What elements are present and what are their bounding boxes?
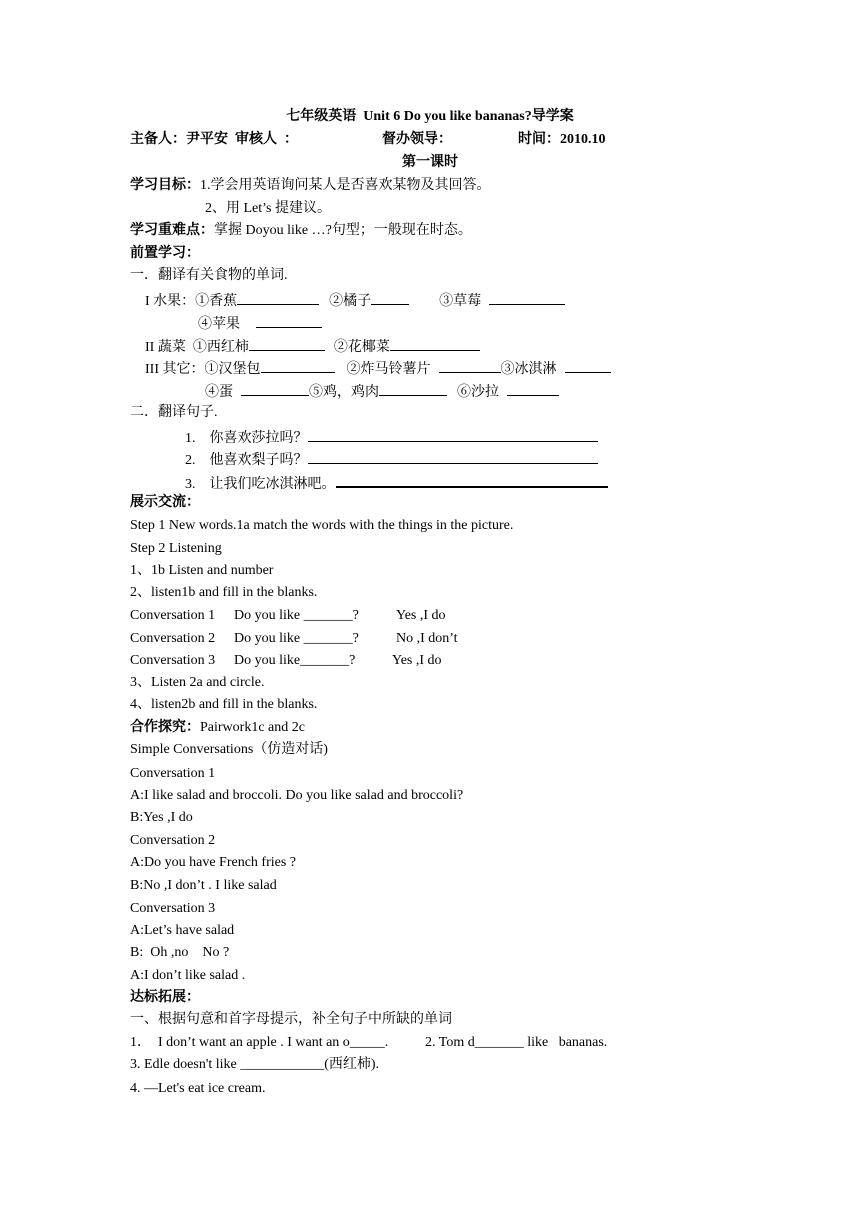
objectives-line1 bbox=[130, 177, 491, 195]
cooperate-line: Simple Conversations（仿造对话) bbox=[130, 742, 328, 757]
exchange-line: 2、listen1b and fill in the blanks. bbox=[130, 585, 318, 600]
apple-row bbox=[198, 313, 322, 334]
key-points-line bbox=[130, 222, 472, 240]
objective-2: 2、用 Let’s 提建议。 bbox=[205, 201, 331, 216]
preview-label: 前置学习： bbox=[130, 246, 200, 261]
lesson-title: 第一课时 bbox=[402, 155, 458, 170]
conversation-answer: Yes ,I do bbox=[396, 608, 446, 623]
conversation-question: Do you like _______? bbox=[234, 631, 359, 646]
conversation-name: Conversation 2 bbox=[130, 631, 216, 646]
sentence-1-blank[interactable] bbox=[308, 427, 598, 442]
sentence-1-text: 你喜欢莎拉吗？ bbox=[209, 431, 308, 446]
sentence-row-3 bbox=[185, 472, 608, 494]
cooperate-line: B:Yes ,I do bbox=[130, 810, 193, 825]
extend-section-title: 一、根据句意和首字母提示，补全句子中所缺的单词 bbox=[130, 1012, 452, 1027]
chicken-blank[interactable] bbox=[379, 381, 447, 396]
extend-q2: 2. Tom d_______ like bananas. bbox=[425, 1035, 608, 1050]
extend-q3: 3. Edle doesn't like ____________(西红柿). bbox=[130, 1057, 380, 1072]
cooperate-line: B: Oh ,no No ? bbox=[130, 945, 230, 960]
cooperate-line: A:I don’t like salad . bbox=[130, 968, 246, 983]
time-label: 时间：2010.10 bbox=[518, 132, 606, 147]
fruit-label: I 水果：①香蕉 bbox=[145, 294, 238, 309]
exchange-label: 展示交流： bbox=[130, 495, 200, 510]
conversation-question: Do you like _______? bbox=[234, 608, 359, 623]
cooperate-line: B:No ,I don’t . I like salad bbox=[130, 878, 277, 893]
veg-broccoli: ②花椰菜 bbox=[333, 340, 390, 355]
sentence-row-1 bbox=[185, 427, 598, 448]
icecream-blank[interactable] bbox=[565, 358, 611, 373]
other-row bbox=[145, 358, 611, 379]
sentence-3-blank[interactable] bbox=[336, 472, 608, 488]
apple-blank[interactable] bbox=[256, 313, 322, 328]
sentence-3-num: 3. bbox=[185, 477, 196, 492]
extend-q4: 4. —Let's eat ice cream. bbox=[130, 1081, 266, 1096]
cooperate-line: Conversation 1 bbox=[130, 766, 216, 781]
cooperate-line: A:Let’s have salad bbox=[130, 923, 235, 938]
objectives-label: 学习目标： bbox=[130, 178, 200, 193]
other-salad: ⑥沙拉 bbox=[457, 385, 499, 400]
fruit-orange: ②橘子 bbox=[329, 294, 372, 309]
exchange-line: 4、listen2b and fill in the blanks. bbox=[130, 697, 318, 712]
strawberry-blank[interactable] bbox=[489, 290, 565, 305]
other-chicken: ⑤鸡，鸡肉 bbox=[309, 385, 379, 400]
fruit-strawberry: ③草莓 bbox=[439, 294, 482, 309]
extend-label: 达标拓展： bbox=[130, 990, 200, 1005]
exchange-line: Step 1 New words.1a match the words with the things in the picture. bbox=[130, 518, 514, 533]
sentence-2-text: 他喜欢梨子吗？ bbox=[209, 453, 308, 468]
other-row2 bbox=[205, 381, 559, 402]
page-title: 七年级英语 Unit 6 Do you like bananas?导学案 bbox=[286, 109, 574, 124]
cooperate-line bbox=[130, 719, 305, 737]
supervisor-label: 督办领导： bbox=[382, 132, 452, 147]
section2-title: 二．翻译句子. bbox=[130, 405, 218, 420]
fruit-apple: ④苹果 bbox=[198, 317, 240, 332]
salad-blank[interactable] bbox=[507, 381, 559, 396]
egg-blank[interactable] bbox=[241, 381, 309, 396]
other-icecream: ③冰淇淋 bbox=[500, 362, 557, 377]
banana-blank[interactable] bbox=[237, 290, 319, 305]
conversation-name: Conversation 3 bbox=[130, 653, 216, 668]
cooperate-line: Conversation 3 bbox=[130, 901, 216, 916]
cooperate-line: A:I like salad and broccoli. Do you like salad and broccoli? bbox=[130, 788, 464, 803]
vegetable-row bbox=[145, 336, 480, 357]
section1-title: 一．翻译有关食物的单词. bbox=[130, 268, 288, 283]
orange-blank[interactable] bbox=[371, 290, 409, 305]
exchange-line: Step 2 Listening bbox=[130, 541, 222, 556]
sentence-3-text: 让我们吃冰淇淋吧。 bbox=[209, 477, 336, 492]
exchange-line: 3、Listen 2a and circle. bbox=[130, 675, 265, 690]
cooperate-text: Pairwork1c and 2c bbox=[200, 720, 305, 735]
other-fries: ②炸马铃薯片 bbox=[346, 362, 431, 377]
hamburger-blank[interactable] bbox=[261, 358, 335, 373]
cooperate-line: A:Do you have French fries ? bbox=[130, 855, 297, 870]
key-points-text: 掌握 Doyou like …?句型；一般现在时态。 bbox=[214, 223, 472, 238]
other-label: III 其它：①汉堡包 bbox=[145, 362, 261, 377]
objective-1: 1.学会用英语询问某人是否喜欢某物及其回答。 bbox=[200, 178, 491, 193]
fries-blank[interactable] bbox=[439, 358, 501, 373]
conversation-answer: No ,I don’t bbox=[396, 631, 458, 646]
fruit-row bbox=[145, 290, 565, 311]
tomato-blank[interactable] bbox=[249, 336, 325, 351]
sentence-1-num: 1. bbox=[185, 431, 196, 446]
conversation-answer: Yes ,I do bbox=[392, 653, 442, 668]
key-points-label: 学习重难点： bbox=[130, 223, 214, 238]
conversation-question: Do you like_______? bbox=[234, 653, 356, 668]
exchange-line: 1、1b Listen and number bbox=[130, 563, 274, 578]
other-egg: ④蛋 bbox=[205, 385, 233, 400]
sentence-row-2 bbox=[185, 449, 598, 470]
veg-label: II 蔬菜 ①西红柿 bbox=[145, 340, 249, 355]
conversation-name: Conversation 1 bbox=[130, 608, 216, 623]
prep-label: 主备人：尹平安 审核人 ： bbox=[130, 132, 298, 147]
broccoli-blank[interactable] bbox=[390, 336, 480, 351]
cooperate-label: 合作探究： bbox=[130, 720, 200, 735]
sentence-2-num: 2. bbox=[185, 453, 196, 468]
sentence-2-blank[interactable] bbox=[308, 449, 598, 464]
cooperate-line: Conversation 2 bbox=[130, 833, 216, 848]
extend-q1: 1． I don’t want an apple . I want an o_____. bbox=[130, 1035, 389, 1050]
